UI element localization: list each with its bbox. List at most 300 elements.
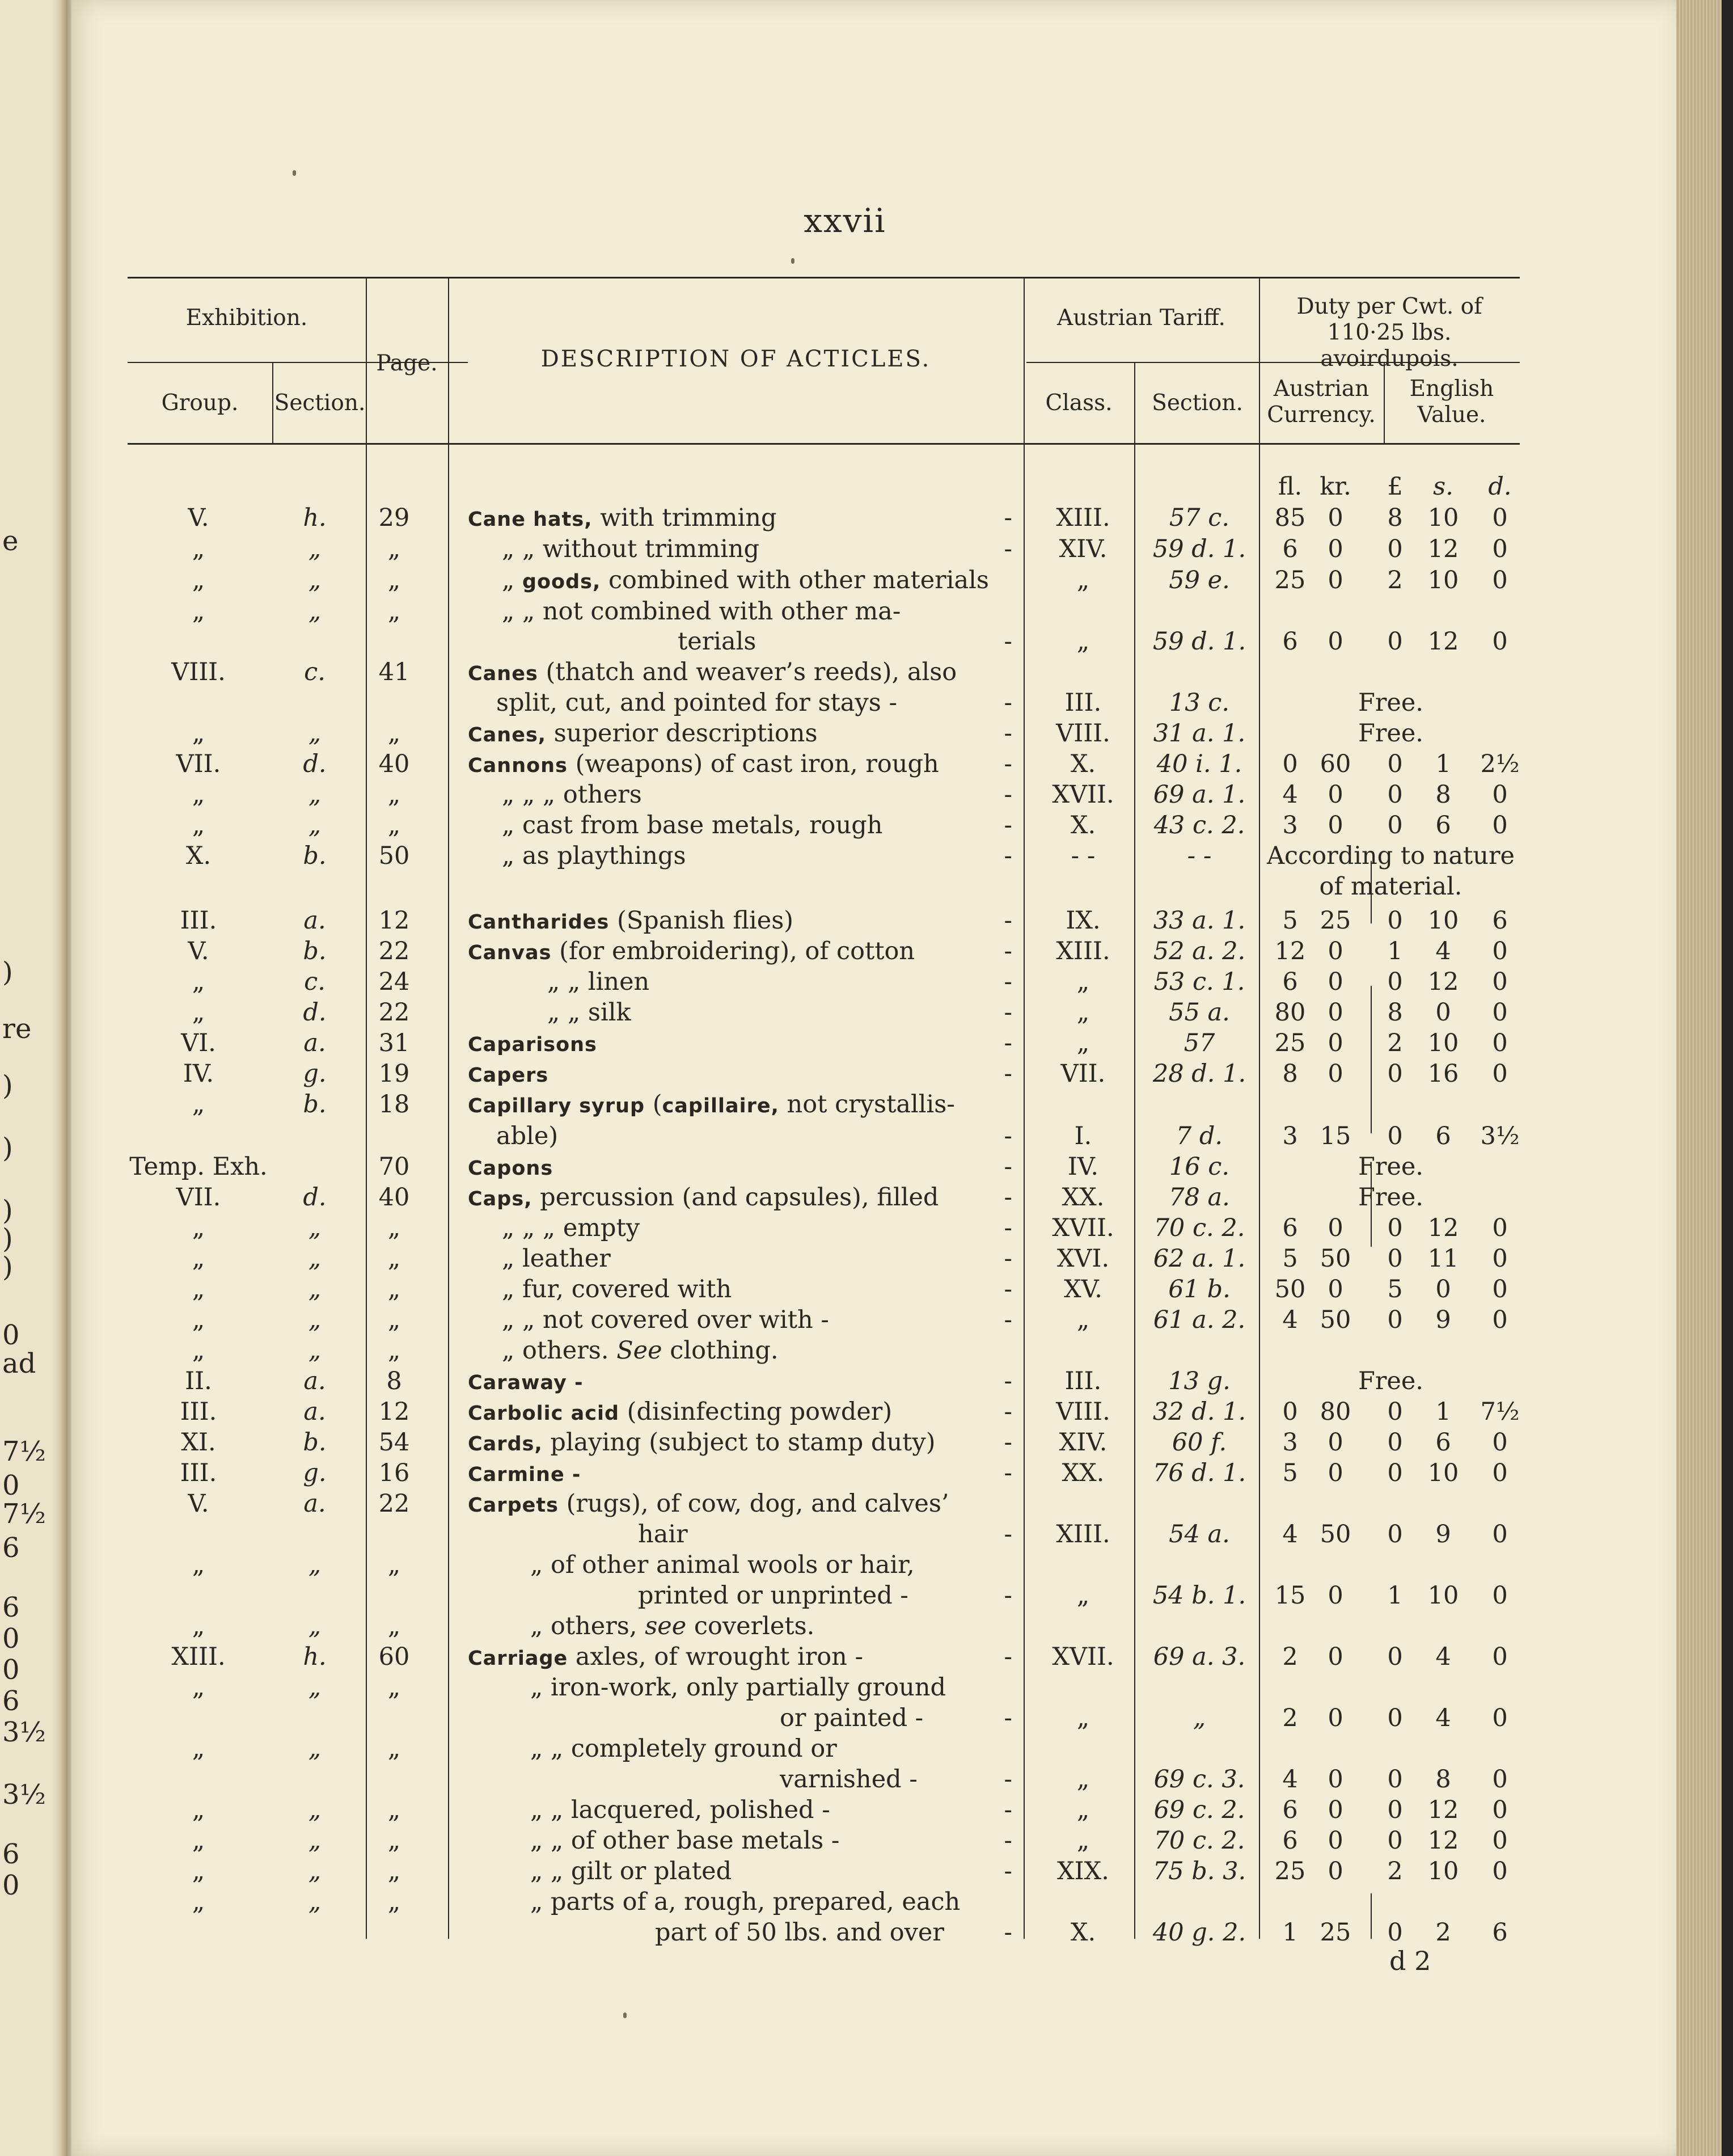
florin-cell: 4 [1282, 1765, 1298, 1794]
page-cell: 19 [378, 1060, 410, 1088]
page-cell: „ [387, 1306, 401, 1334]
description-line [468, 597, 1018, 626]
leader-dash: - [1004, 1796, 1012, 1824]
kreuzer-cell: 25 [1320, 906, 1351, 935]
florin-cell: 80 [1274, 998, 1306, 1027]
article-keyword: goods, [522, 571, 601, 593]
article-keyword: Carbolic acid [468, 1402, 620, 1425]
article-keyword: Cane hats, [468, 508, 593, 531]
leader-dash: - [1004, 719, 1012, 748]
description-line [468, 1244, 1018, 1273]
page-cell: 50 [378, 842, 410, 870]
description-line [468, 1765, 1018, 1794]
article-text: split, cut, and pointed for stays - [496, 689, 897, 717]
description-line [468, 1428, 1018, 1457]
florin-cell: 3 [1282, 811, 1298, 839]
article-text: „ others, [530, 1612, 645, 1640]
article-text: printed or unprinted - [638, 1581, 908, 1610]
description-line [468, 1673, 1018, 1702]
paper-speck [791, 258, 794, 264]
article-keyword: Capers [468, 1064, 549, 1087]
description-line [468, 1029, 1018, 1057]
section-cell: „ [308, 566, 322, 594]
leader-dash: - [1004, 1122, 1012, 1150]
shilling-cell: 8 [1435, 780, 1451, 809]
pound-cell: 0 [1387, 1459, 1403, 1487]
article-text: terials [678, 627, 756, 656]
page-cell: 54 [378, 1428, 410, 1457]
article-keyword: Cannons [468, 754, 568, 777]
florin-cell: 0 [1282, 1398, 1298, 1426]
description-line [468, 1704, 1018, 1732]
pence-cell: 0 [1492, 535, 1508, 563]
tariff-section-cell: 69 a. 3. [1153, 1643, 1246, 1671]
section-cell: „ [308, 1826, 322, 1855]
group-cell: „ [192, 566, 205, 594]
description-line [468, 1275, 1018, 1303]
kreuzer-cell: 0 [1328, 998, 1343, 1027]
page-cell: 60 [378, 1643, 410, 1671]
background-edge [1722, 0, 1733, 2156]
pence-cell: 0 [1492, 1459, 1508, 1487]
pound-cell: 0 [1387, 1398, 1403, 1426]
kreuzer-cell: 0 [1328, 535, 1343, 563]
left-page-fragment: ) [2, 1132, 13, 1164]
kreuzer-cell: 0 [1328, 1060, 1343, 1088]
article-text: (thatch and weaver’s reeds), also [538, 658, 957, 686]
left-page-fragment: re [2, 1013, 32, 1045]
section-cell: a. [303, 1367, 326, 1395]
article-text: „ as playthings [502, 842, 686, 870]
group-cell: „ [192, 535, 205, 563]
shilling-cell: 10 [1427, 1459, 1459, 1487]
kreuzer-cell: 80 [1320, 1398, 1351, 1426]
article-text: „ „ of other base metals - [530, 1826, 840, 1855]
shilling-cell: 4 [1435, 1643, 1451, 1671]
shilling-cell: 12 [1427, 1796, 1459, 1824]
tariff-section-cell: 59 d. 1. [1152, 627, 1246, 656]
pence-cell: 0 [1492, 504, 1508, 532]
class-cell: XVI. [1056, 1244, 1110, 1273]
class-cell: - - [1071, 842, 1096, 870]
value-divider [1371, 986, 1372, 1133]
leader-dash: - [1004, 1367, 1012, 1395]
article-text: percussion (and capsules), filled [532, 1183, 939, 1212]
duty-note-cell: Free. [1358, 1183, 1423, 1212]
section-cell: „ [308, 719, 322, 748]
description-line [468, 1918, 1018, 1947]
description-line [468, 750, 1018, 778]
leader-dash: - [1004, 780, 1012, 809]
group-cell: X. [185, 842, 212, 870]
group-cell: „ [192, 780, 205, 809]
group-cell: III. [180, 1459, 217, 1487]
kreuzer-cell: 0 [1328, 1704, 1343, 1732]
pence-cell: 6 [1492, 906, 1508, 935]
description-line [468, 811, 1018, 839]
page-cell: 12 [378, 906, 410, 935]
group-cell: „ [192, 1551, 205, 1579]
pence-cell: 0 [1492, 998, 1508, 1027]
florin-cell: 6 [1282, 535, 1298, 563]
header-english-value: English [1409, 376, 1494, 402]
article-keyword: Canes, [468, 724, 547, 746]
class-cell: „ [1076, 627, 1090, 656]
section-cell: c. [304, 968, 326, 996]
left-page-fragment: 0 [2, 1654, 20, 1686]
leader-dash: - [1004, 535, 1012, 563]
section-cell: g. [303, 1459, 327, 1487]
tariff-section-cell: 13 g. [1168, 1367, 1231, 1395]
florin-cell: 0 [1282, 750, 1298, 778]
pence-cell: 0 [1492, 937, 1508, 965]
left-page-fragment: 6 [2, 1592, 20, 1623]
table-top-rule [128, 277, 1520, 279]
tariff-section-cell: 59 e. [1169, 566, 1230, 594]
florin-cell: 6 [1282, 627, 1298, 656]
pence-cell: 0 [1492, 1428, 1508, 1457]
duty-note-cell: of material. [1319, 872, 1463, 901]
article-text: „ fur, covered with [502, 1275, 732, 1303]
florin-cell: 85 [1274, 504, 1306, 532]
article-text: combined with other materials [601, 566, 989, 594]
pound-cell: 0 [1387, 1214, 1403, 1242]
left-page-fragment: ) [2, 1223, 13, 1255]
pence-cell: 0 [1492, 811, 1508, 839]
tariff-section-cell: 60 f. [1172, 1428, 1227, 1457]
section-cell: „ [308, 1336, 322, 1365]
article-text: „ „ not combined with other ma- [502, 597, 901, 626]
description-line [468, 1735, 1018, 1763]
page-cell: 40 [378, 750, 410, 778]
description-line [468, 1612, 1018, 1640]
article-text: axles, of wrought iron - [568, 1643, 864, 1671]
florin-cell: 5 [1282, 1459, 1298, 1487]
pound-cell: 0 [1387, 1244, 1403, 1273]
header-austrian-tariff: Austrian Tariff. [1057, 305, 1225, 331]
florin-cell: 12 [1274, 937, 1306, 965]
group-cell: XIII. [171, 1643, 226, 1671]
kreuzer-cell: 0 [1328, 1029, 1343, 1057]
article-text: „ „ gilt or plated [530, 1857, 732, 1885]
kreuzer-cell: 0 [1328, 1428, 1343, 1457]
florin-cell: 2 [1282, 1643, 1298, 1671]
shilling-cell: 9 [1435, 1306, 1451, 1334]
article-text: ( [645, 1090, 662, 1119]
left-page-fragment: 0 [2, 1319, 20, 1351]
pound-cell: 0 [1387, 906, 1403, 935]
section-cell: „ [308, 535, 322, 563]
article-keyword: Carmine - [468, 1463, 581, 1486]
article-keyword: Cards, [468, 1433, 543, 1455]
florin-cell: 8 [1282, 1060, 1298, 1088]
shilling-cell: 10 [1427, 906, 1459, 935]
tariff-section-cell: 69 c. 2. [1153, 1796, 1245, 1824]
pound-cell: 0 [1387, 1060, 1403, 1088]
duty-note-cell: Free. [1358, 689, 1423, 717]
pound-cell: 0 [1387, 1826, 1403, 1855]
article-keyword: Caps, [468, 1188, 532, 1210]
shilling-cell: 6 [1435, 1122, 1451, 1150]
description-line [468, 968, 1018, 996]
left-page-fragment: 0 [2, 1470, 20, 1501]
class-cell: „ [1076, 968, 1090, 996]
pound-cell: 0 [1387, 1643, 1403, 1671]
article-reference: see [645, 1612, 687, 1640]
pound-cell: 0 [1387, 535, 1403, 563]
left-page-fragment: 6 [2, 1838, 20, 1870]
article-text: „ leather [502, 1244, 611, 1273]
page-cell: „ [387, 719, 401, 748]
leader-dash: - [1004, 1029, 1012, 1057]
tariff-section-cell: 40 i. 1. [1156, 750, 1242, 778]
duty-note-cell: Free. [1358, 1153, 1423, 1181]
description-line [468, 1857, 1018, 1885]
tariff-section-cell: 54 b. 1. [1152, 1581, 1246, 1610]
article-text: „ „ lacquered, polished - [530, 1796, 830, 1824]
group-cell: VII. [176, 750, 221, 778]
tariff-section-cell: 59 d. 1. [1152, 535, 1246, 563]
pound-cell: 0 [1387, 968, 1403, 996]
tariff-section-cell: 31 a. 1. [1153, 719, 1246, 748]
desc-class-divider [1024, 277, 1025, 1939]
page-cell: „ [387, 811, 401, 839]
pound-cell: 1 [1387, 1581, 1403, 1610]
description-line [468, 627, 1018, 656]
section-cell: b. [303, 1090, 327, 1119]
article-text: varnished - [780, 1765, 918, 1794]
group-cell: „ [192, 719, 205, 748]
article-text: clothing. [662, 1336, 779, 1365]
kreuzer-cell: 0 [1328, 1643, 1343, 1671]
article-text: superior descriptions [546, 719, 818, 748]
article-keyword: Capons [468, 1157, 553, 1180]
page-cell: „ [387, 1826, 401, 1855]
kreuzer-cell: 50 [1320, 1306, 1351, 1334]
florin-cell: 50 [1274, 1275, 1306, 1303]
tariff-section-cell: 33 a. 1. [1153, 906, 1246, 935]
page-cell: „ [387, 1336, 401, 1365]
description-line [468, 906, 1018, 935]
leader-dash: - [1004, 1244, 1012, 1273]
article-text: „ others. [502, 1336, 617, 1365]
pound-cell: 8 [1387, 998, 1403, 1027]
tariff-table [128, 277, 1520, 1947]
leader-dash: - [1004, 1826, 1012, 1855]
shilling-cell: 6 [1435, 811, 1451, 839]
left-page-fragment: ) [2, 1195, 13, 1226]
article-text: „ parts of a, rough, prepared, each [530, 1888, 961, 1916]
tariff-section-cell: 52 a. 2. [1153, 937, 1246, 965]
pence-cell: 0 [1492, 968, 1508, 996]
leader-dash: - [1004, 906, 1012, 935]
page-desc-divider [448, 277, 449, 1939]
duty-note-cell: Free. [1358, 719, 1423, 748]
group-cell: V. [188, 937, 209, 965]
kreuzer-cell: 0 [1328, 627, 1343, 656]
section-cell: „ [308, 780, 322, 809]
page-cell: „ [387, 1888, 401, 1916]
group-cell: V. [188, 504, 209, 532]
description-line [468, 1459, 1018, 1487]
description-line [468, 1090, 1018, 1119]
tariff-section-cell: 13 c. [1169, 689, 1230, 717]
section-cell: a. [303, 1398, 326, 1426]
tariff-section-cell: 53 c. 1. [1153, 968, 1245, 996]
article-keyword: Carriage [468, 1647, 568, 1670]
article-text: „ „ completely ground or [530, 1735, 837, 1763]
tariff-duty-divider [1259, 277, 1260, 1939]
class-cell: „ [1076, 566, 1090, 594]
class-cell: XIX. [1057, 1857, 1109, 1885]
duty-note-cell: According to nature [1267, 842, 1515, 870]
pound-cell: 2 [1387, 1857, 1403, 1885]
tariff-section-cell: 32 d. 1. [1152, 1398, 1246, 1426]
header-group: Group. [161, 390, 239, 416]
description-line [468, 535, 1018, 563]
section-cell: a. [303, 1490, 326, 1518]
group-cell: „ [192, 1857, 205, 1885]
description-line [468, 566, 1018, 594]
page-cell: 8 [386, 1367, 402, 1395]
section-cell: „ [308, 1796, 322, 1824]
pound-cell: 0 [1387, 1306, 1403, 1334]
class-cell: IX. [1066, 906, 1101, 935]
header-austrian-currency-2: Currency. [1267, 402, 1376, 428]
group-cell: III. [180, 906, 217, 935]
pence-cell: 3½ [1480, 1122, 1520, 1150]
left-page-fragment: ) [2, 1251, 13, 1283]
leader-dash: - [1004, 937, 1012, 965]
section-cell: „ [308, 1673, 322, 1702]
shilling-cell: 4 [1435, 1704, 1451, 1732]
shilling-cell: 2 [1435, 1918, 1451, 1947]
description-line [468, 658, 1018, 686]
description-line [468, 1520, 1018, 1549]
article-text: „ of other animal wools or hair, [530, 1551, 915, 1579]
header-english-value-2: Value. [1417, 402, 1486, 428]
leader-dash: - [1004, 842, 1012, 870]
description-line [468, 1367, 1018, 1395]
group-cell: „ [192, 1275, 205, 1303]
group-cell: Temp. Exh. [129, 1153, 268, 1181]
page-cell: 70 [378, 1153, 410, 1181]
article-keyword: Canes [468, 663, 538, 685]
kreuzer-cell: 0 [1328, 1459, 1343, 1487]
class-cell: XIV. [1059, 535, 1108, 563]
description-line [468, 1153, 1018, 1181]
kreuzer-cell: 0 [1328, 1796, 1343, 1824]
florin-cell: 6 [1282, 1214, 1298, 1242]
article-text: „ iron-work, only partially ground [530, 1673, 946, 1702]
article-text: „ „ not covered over with - [502, 1306, 829, 1334]
section-cell: „ [308, 1551, 322, 1579]
header-duty-line1: Duty per Cwt. of [1296, 294, 1482, 319]
unit-pound: £ [1387, 472, 1403, 501]
previous-page-edge [0, 0, 59, 2156]
pence-cell: 7½ [1480, 1398, 1520, 1426]
leader-dash: - [1004, 1214, 1012, 1242]
page-cell: 31 [378, 1029, 410, 1057]
article-text: part of 50 lbs. and over [655, 1918, 944, 1947]
description-line [468, 1122, 1018, 1150]
florin-cell: 4 [1282, 1520, 1298, 1549]
page-cell: 18 [378, 1090, 410, 1119]
page-cell: „ [387, 1214, 401, 1242]
pence-cell: 0 [1492, 627, 1508, 656]
leader-dash: - [1004, 1060, 1012, 1088]
page-cell: „ [387, 597, 401, 626]
class-cell: VII. [1060, 1060, 1106, 1088]
leader-dash: - [1004, 1398, 1012, 1426]
pound-cell: 0 [1387, 1428, 1403, 1457]
tariff-section-cell: 62 a. 1. [1153, 1244, 1246, 1273]
unit-kr: kr. [1320, 472, 1351, 501]
shilling-cell: 10 [1427, 1857, 1459, 1885]
description-line [468, 1398, 1018, 1426]
group-cell: „ [192, 998, 205, 1027]
article-text: hair [638, 1520, 688, 1549]
class-cell: VIII. [1056, 1398, 1110, 1426]
class-cell: „ [1076, 1796, 1090, 1824]
description-line [468, 689, 1018, 717]
group-cell: VIII. [171, 658, 226, 686]
tariff-section-cell: 70 c. 2. [1153, 1214, 1245, 1242]
header-austrian-currency: Austrian [1273, 376, 1370, 402]
page-cell: „ [387, 780, 401, 809]
section-cell: „ [308, 1275, 322, 1303]
class-cell: XX. [1062, 1183, 1105, 1212]
left-page-fragment: 6 [2, 1532, 20, 1564]
shilling-cell: 12 [1427, 627, 1459, 656]
section-cell: d. [303, 1183, 327, 1212]
header-class: Class. [1045, 390, 1113, 416]
left-page-fragment: 7½ [2, 1436, 47, 1467]
class-cell: VIII. [1056, 719, 1110, 748]
kreuzer-cell: 0 [1328, 1857, 1343, 1885]
article-keyword: Caraway - [468, 1372, 584, 1394]
kreuzer-cell: 25 [1320, 1918, 1351, 1947]
description-line [468, 719, 1018, 748]
article-keyword: Carpets [468, 1494, 559, 1517]
leader-dash: - [1004, 1857, 1012, 1885]
leader-dash: - [1004, 1643, 1012, 1671]
leader-dash: - [1004, 1428, 1012, 1457]
description-line [468, 504, 1018, 532]
pence-cell: 0 [1492, 1643, 1508, 1671]
kreuzer-cell: 0 [1328, 504, 1343, 532]
page-cell: 40 [378, 1183, 410, 1212]
page-cell: „ [387, 1244, 401, 1273]
section-cell: a. [303, 1029, 326, 1057]
class-section-divider [1134, 362, 1135, 1939]
kreuzer-cell: 0 [1328, 566, 1343, 594]
class-cell: „ [1076, 1029, 1090, 1057]
group-cell: „ [192, 1306, 205, 1334]
class-cell: „ [1076, 1704, 1090, 1732]
description-line [468, 1643, 1018, 1671]
tariff-section-cell: 40 g. 2. [1152, 1918, 1246, 1947]
leader-dash: - [1004, 1704, 1012, 1732]
description-line [468, 1490, 1018, 1518]
pound-cell: 0 [1387, 780, 1403, 809]
florin-cell: 25 [1274, 1029, 1306, 1057]
page-cell: 22 [378, 998, 410, 1027]
group-cell: „ [192, 1214, 205, 1242]
group-cell: III. [180, 1398, 217, 1426]
florin-cell: 6 [1282, 1796, 1298, 1824]
leader-dash: - [1004, 1306, 1012, 1334]
